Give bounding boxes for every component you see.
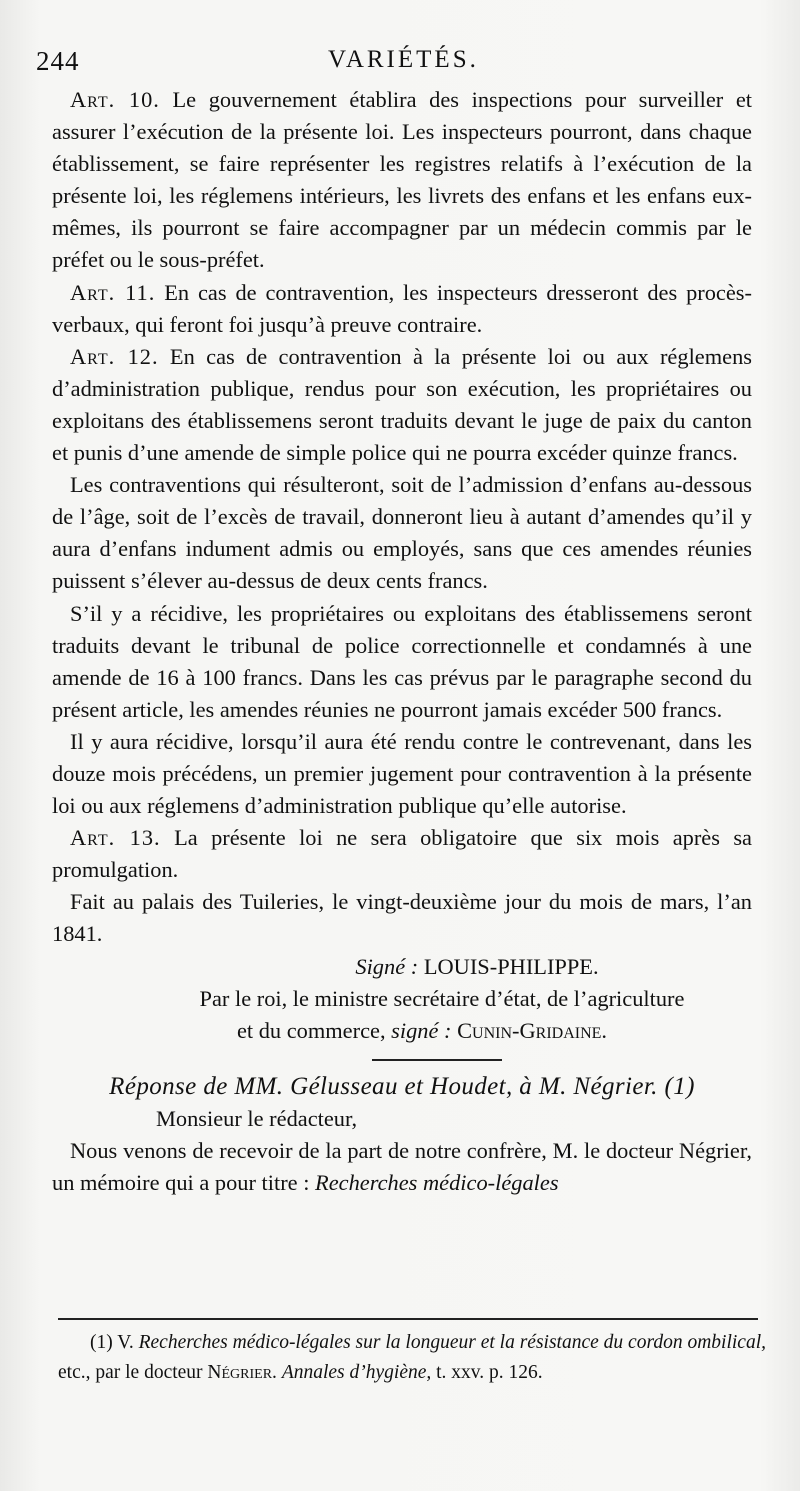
main-text [52, 84, 752, 1199]
article-text: Le gouvernement établira des inspections pour surveiller et assurer l’exécution de la présente loi. Les inspecteurs pourront, dans chaque établissement, se faire représenter les registres relatifs à l’exécution de la présente loi, les réglemens intérieurs, les livrets des enfans et les enfans eux-mêmes, ils pourront se faire accompagner par un médecin commis par le préfet ou le sous-préfet. [52, 87, 752, 273]
article-10 [52, 84, 752, 277]
article-text: En cas de contravention à la présente loi ou aux réglemens d’administration publique, rendus pour son exécution, les propriétaires ou exploitans des établissemens seront traduits devant le juge de paix du canton et punis d’une amende de simple police qui ne pourra excéder quinze francs. [52, 343, 752, 466]
page-number: 244 [36, 46, 80, 76]
article-13 [52, 822, 752, 886]
footnote-by: etc., par le docteur [58, 1362, 203, 1383]
minister-line [52, 1015, 752, 1047]
by-king-line: Par le roi, le ministre secrétaire d’état, de l’agriculture [199, 985, 685, 1011]
signed-label: Signé : [355, 953, 419, 979]
response-title: Réponse de MM. Gélusseau et Houdet, à M. Négrier. (1) [109, 1072, 695, 1100]
section-divider [372, 1059, 502, 1061]
running-head: VARIÉTÉS. [328, 46, 479, 73]
article-text: La présente loi ne sera obligatoire que six mois après sa promulgation. [52, 825, 752, 883]
signed-label-minister: signé : [391, 1017, 452, 1043]
footnote-author: Négrier. [207, 1362, 277, 1383]
salutation: Monsieur le rédacteur, [156, 1105, 358, 1131]
article-label: Art. 10. [70, 87, 160, 112]
footnote-cited-title: Recherches médico-légales sur la longueur et la résistance du cordon ombilical, [138, 1332, 766, 1353]
article-12-paragraph-4: Il y aura récidive, lorsqu’il aura été rendu contre le contrevenant, dans les douze mois précédens, un premier jugement pour contravention à la présente loi ou aux réglemens d’administration publique qu’elle autorise. [52, 728, 752, 819]
footnote-reference: t. xxv. p. 126. [436, 1362, 543, 1383]
article-label: Art. 12. [70, 343, 159, 369]
article-11 [52, 277, 752, 341]
commerce-text: et du commerce, [236, 1017, 386, 1043]
footnote-marker: (1) V. [90, 1332, 134, 1353]
article-12-paragraph-3: S’il y a récidive, les propriétaires ou exploitans des établissemens seront traduits devant le tribunal de police correctionnelle et condamnés à une amende de 16 à 100 francs. Dans les cas prévus par le paragraphe second du présent article, les amendes réunies ne pourront jamais excéder 500 francs. [52, 600, 752, 722]
footnote [58, 1328, 766, 1388]
article-12-paragraph-2: Les contraventions qui résulteront, soit de l’admission d’enfans au-dessous de l’âge, soit de l’excès de travail, donneront lieu à autant d’amendes qu’il y aura d’enfans indument admis ou employés, sans que ces amendes réunies puissent s’élever au-dessus de deux cents francs. [52, 472, 752, 594]
article-text: En cas de contravention, les inspecteurs dresseront des procès-verbaux, qui feront foi jusqu’à preuve contraire. [52, 279, 752, 337]
signatory-name: LOUIS-PHILIPPE. [423, 953, 599, 979]
footnote-journal: Annales d’hygiène, [281, 1362, 432, 1383]
done-at-paragraph: Fait au palais des Tuileries, le vingt-deuxième jour du mois de mars, l’an 1841. [52, 889, 752, 947]
article-12 [52, 341, 752, 469]
response-paragraph [52, 1135, 752, 1199]
footnote-text [58, 1328, 766, 1388]
page-header [36, 40, 756, 80]
article-label: Art. 13. [70, 825, 161, 851]
response-cited-title: Recherches médico-légales [315, 1170, 559, 1196]
king-signature [52, 951, 752, 983]
article-label: Art. 11. [70, 279, 156, 305]
response-text: Nous venons de recevoir de la part de notre confrère, M. le docteur Négrier, un mémoire qui a pour titre : [52, 1138, 752, 1196]
footnote-divider [58, 1318, 758, 1320]
minister-name: Cunin-Gridaine. [457, 1017, 608, 1043]
